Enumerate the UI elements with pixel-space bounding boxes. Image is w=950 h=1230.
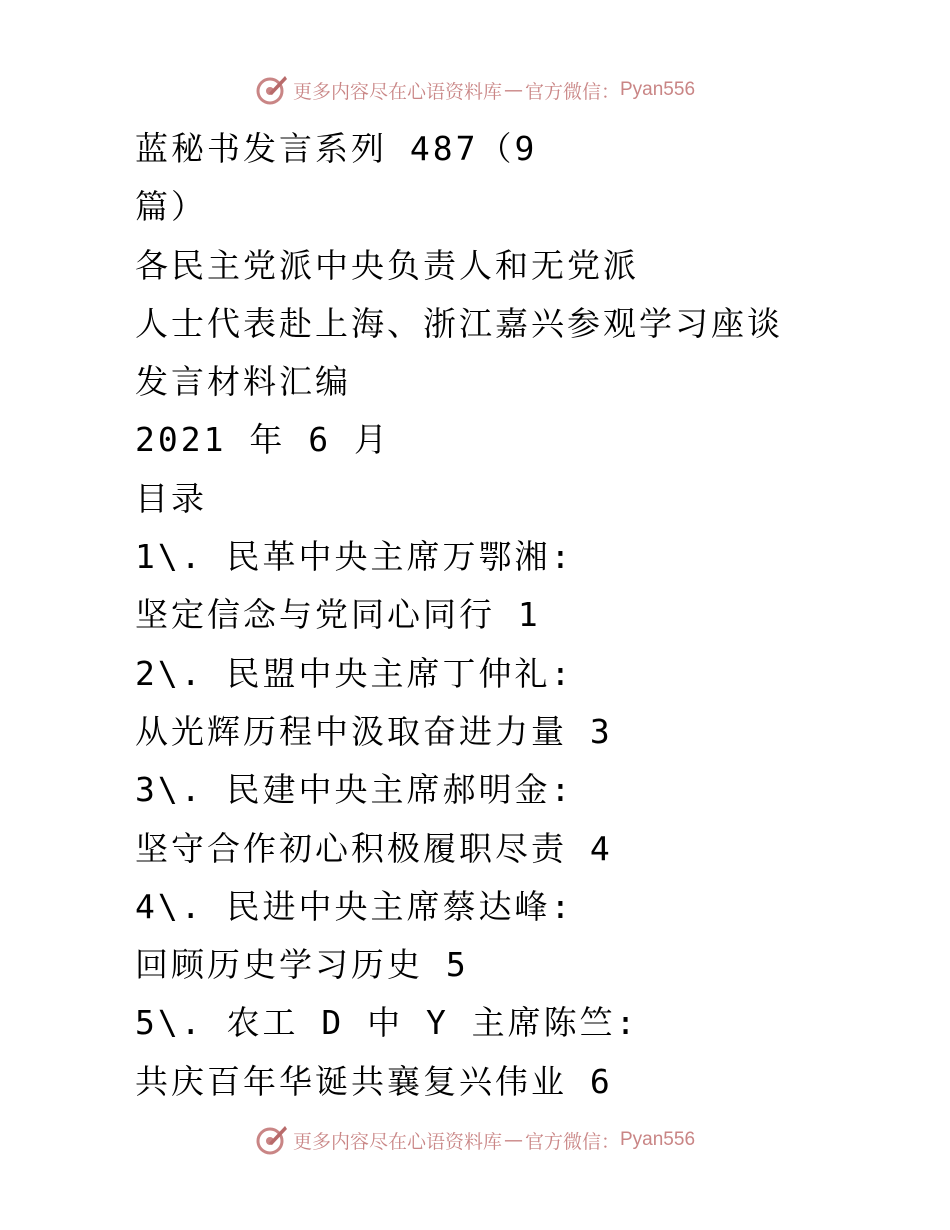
toc-item-2-speaker: 2\. 民盟中央主席丁仲礼: bbox=[135, 653, 574, 693]
watermark-sub-text: 官方微信： bbox=[524, 1130, 620, 1153]
toc-item-3-speaker: 3\. 民建中央主席郝明金: bbox=[135, 770, 574, 810]
watermark-footer bbox=[0, 1122, 950, 1158]
doc-subtitle-line-1: 各民主党派中央负责人和无党派 bbox=[135, 245, 639, 285]
watermark-main-text: 更多内容尽在心语资料库 bbox=[292, 1130, 502, 1153]
doc-title-line-1: 蓝秘书发言系列 487（9 bbox=[135, 129, 538, 168]
quill-logo-icon bbox=[255, 73, 289, 107]
watermark-wechat-id: Pyan556 bbox=[620, 79, 696, 100]
toc-item-3-title: 坚守合作初心积极履职尽责 4 bbox=[135, 828, 613, 868]
doc-subtitle-line-3: 发言材料汇编 bbox=[135, 362, 351, 402]
toc-item-5-speaker: 5\. 农工 D 中 Y 主席陈竺: bbox=[135, 1003, 639, 1043]
document-body bbox=[135, 120, 895, 1111]
watermark-sub-text: 官方微信： bbox=[524, 80, 620, 103]
toc-item-4-speaker: 4\. 民进中央主席蔡达峰: bbox=[135, 886, 574, 926]
toc-item-5-title: 共庆百年华诞共襄复兴伟业 6 bbox=[135, 1061, 613, 1101]
watermark-dash: — bbox=[503, 1129, 523, 1151]
doc-subtitle-line-2: 人士代表赴上海、浙江嘉兴参观学习座谈 bbox=[135, 303, 783, 343]
quill-logo-icon bbox=[255, 1123, 289, 1157]
watermark-header bbox=[0, 72, 950, 108]
toc-item-4-title: 回顾历史学习历史 5 bbox=[135, 945, 469, 985]
watermark-wechat-id: Pyan556 bbox=[620, 1129, 696, 1150]
toc-item-2-title: 从光辉历程中汲取奋进力量 3 bbox=[135, 711, 613, 751]
toc-item-1-title: 坚定信念与党同心同行 1 bbox=[135, 595, 541, 635]
toc-item-1-speaker: 1\. 民革中央主席万鄂湘: bbox=[135, 537, 574, 577]
watermark-main-text: 更多内容尽在心语资料库 bbox=[292, 80, 502, 103]
doc-title-line-2: 篇） bbox=[135, 187, 207, 227]
watermark-dash: — bbox=[503, 79, 523, 101]
toc-heading: 目录 bbox=[135, 478, 207, 518]
doc-date: 2021 年 6 月 bbox=[135, 420, 390, 460]
